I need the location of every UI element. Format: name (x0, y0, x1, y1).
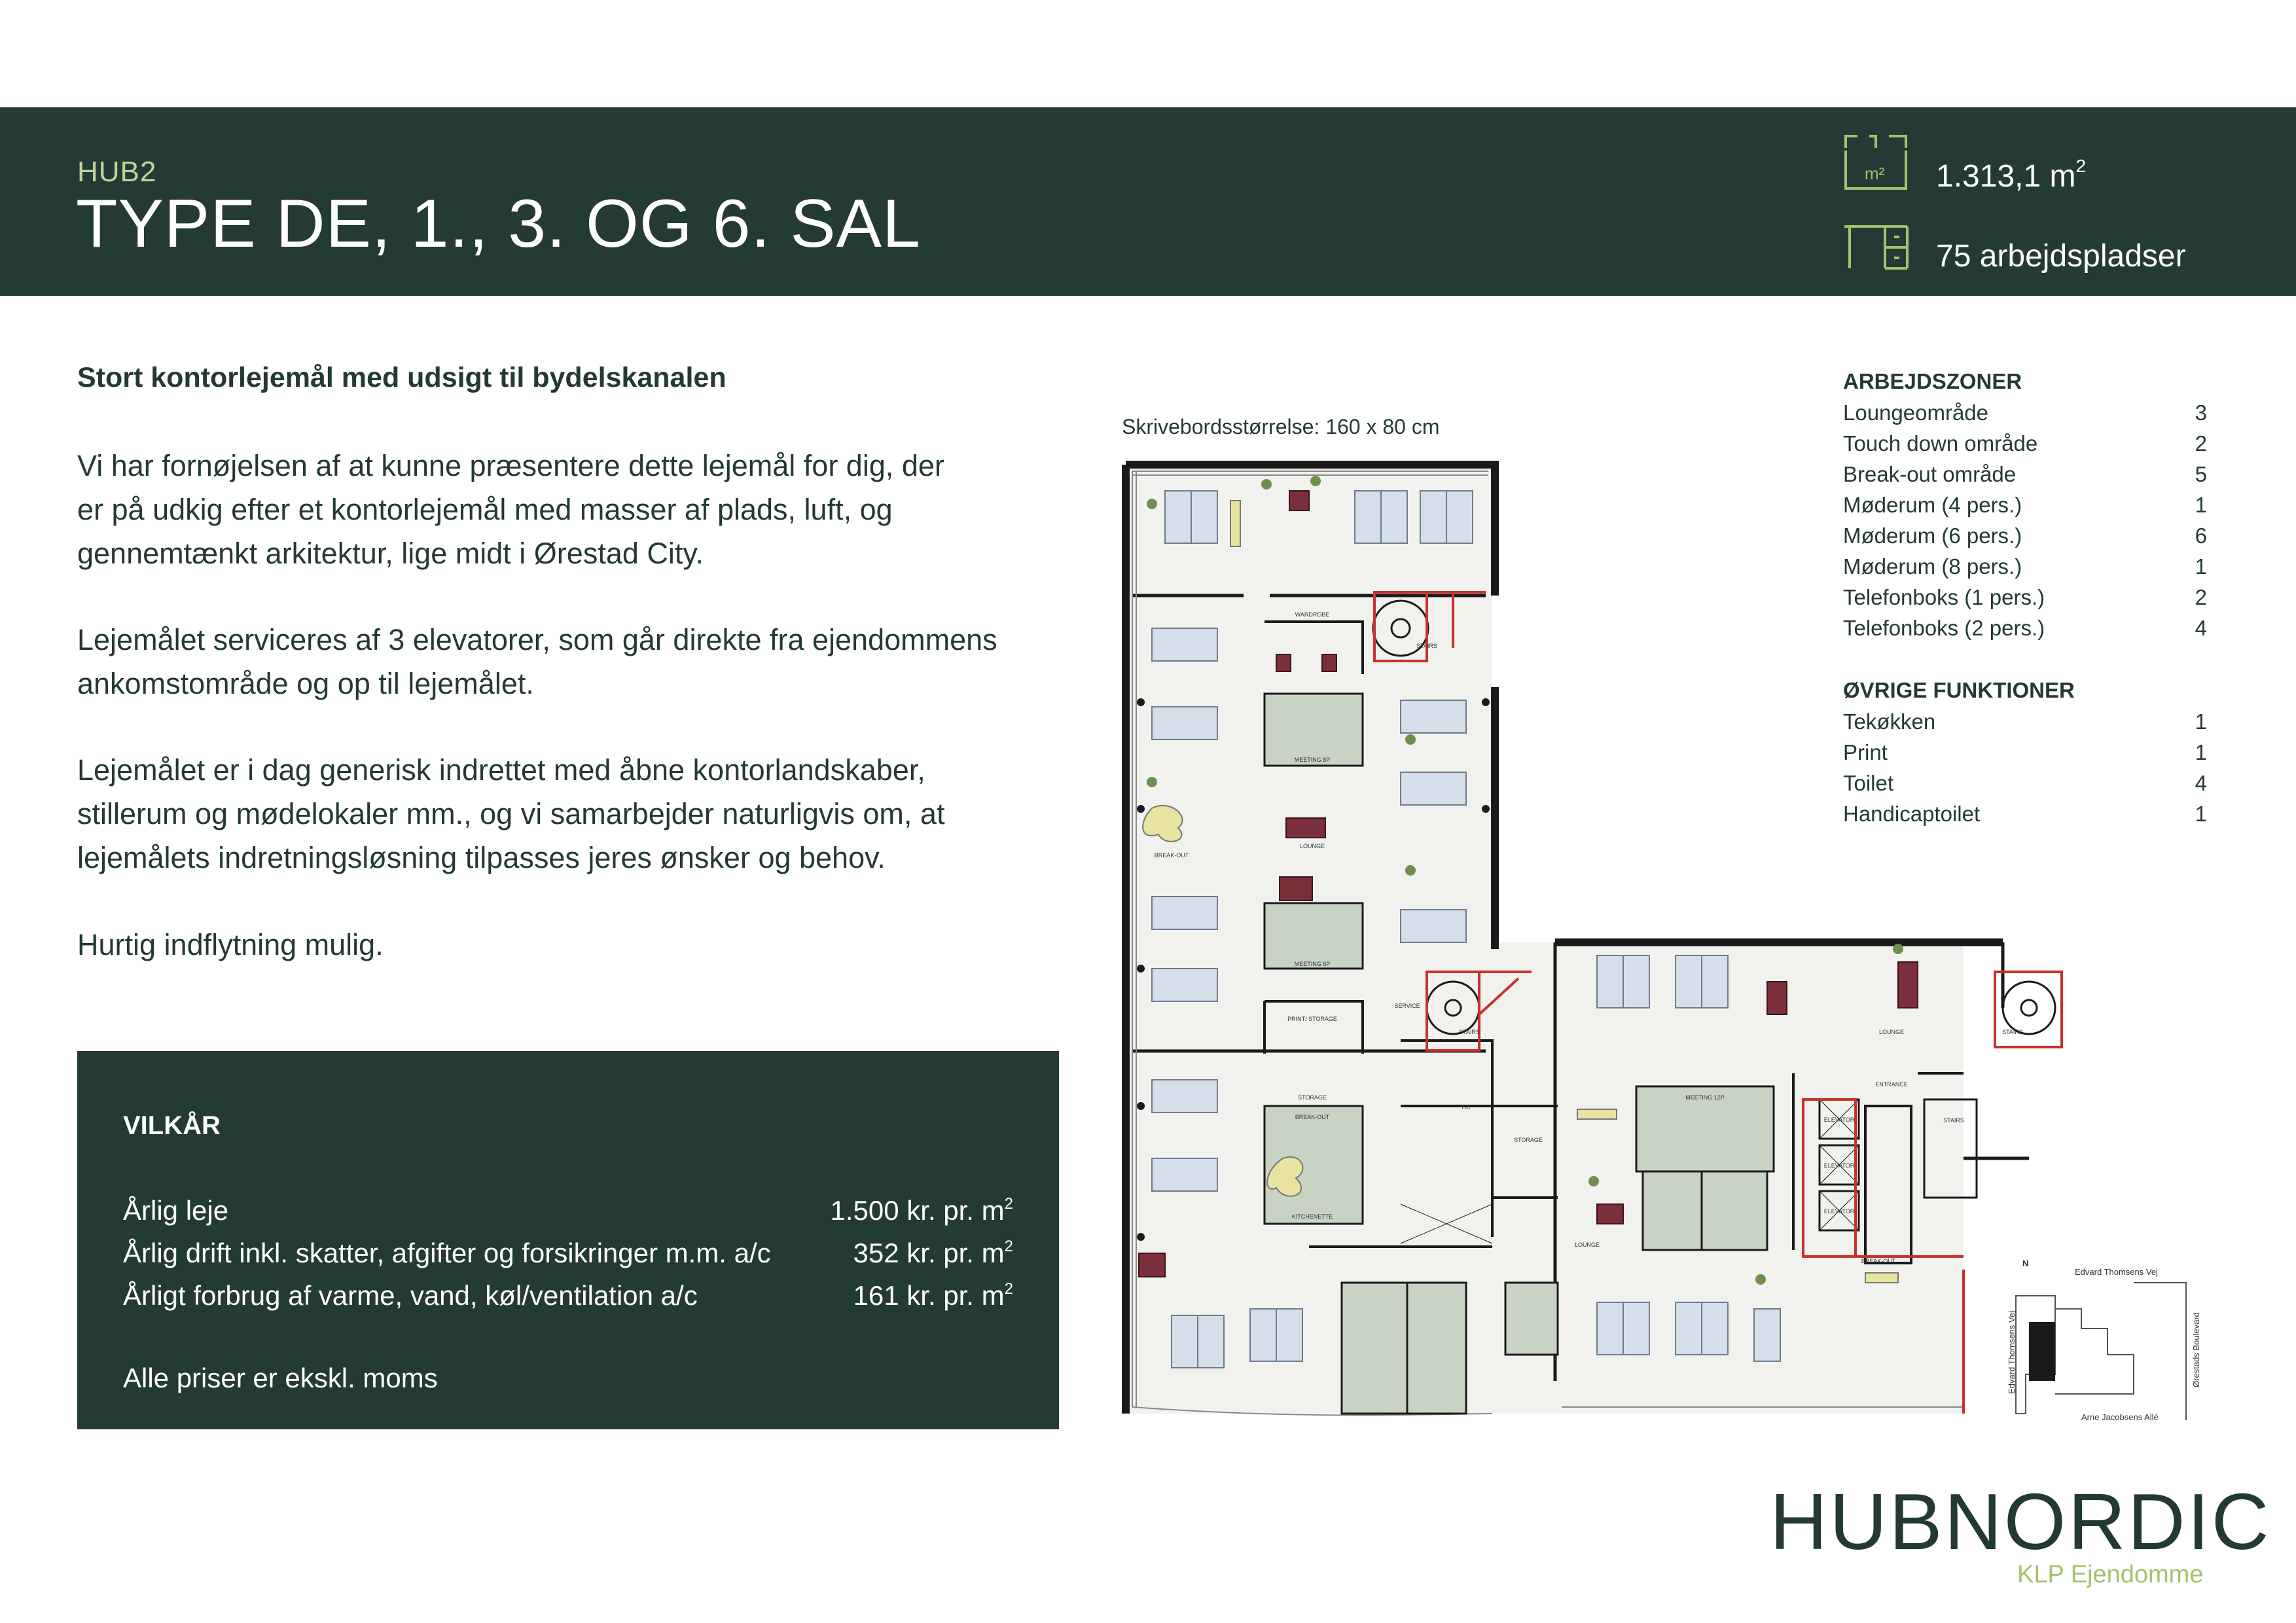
legend-item: Break-out område 5 (1843, 462, 2207, 486)
map-street-1: Edvard Thomsens Vej (2075, 1267, 2158, 1277)
label-print-storage: PRINT/ STORAGE (1287, 1016, 1337, 1022)
zones-title: ARBEJDSZONER (1843, 369, 2022, 393)
intro-heading: Stort kontorlejemål med udsigt til bydelskanalen (77, 362, 726, 393)
label-meeting-6p: MEETING 6P (1294, 961, 1331, 967)
label-service: SERVICE (1394, 1003, 1420, 1009)
other-title: ØVRIGE FUNKTIONER (1843, 678, 2075, 702)
legend-item: Telefonboks (1 pers.) 2 (1843, 585, 2207, 609)
workstation-icon (1843, 225, 1909, 270)
area-stat (1936, 158, 2086, 194)
logo: HUBNORDIC (1770, 1477, 2271, 1566)
area-icon-label: m² (1864, 164, 1885, 183)
legend-item: Handicaptoilet 1 (1843, 802, 2207, 826)
label-meeting-8p: MEETING 8P (1294, 757, 1331, 763)
conditions-value: 352 kr. pr. $m^2$ (853, 1238, 1013, 1268)
conditions-label: Årlig leje (123, 1195, 229, 1226)
label-breakout-3: BREAK-OUT (1861, 1258, 1896, 1264)
conditions-label: Årlig drift inkl. skatter, afgifter og forsikringer m.m. a/c (123, 1238, 771, 1268)
label-hc: HC (1462, 1104, 1471, 1111)
label-meeting-12p: MEETING 12P (1685, 1094, 1725, 1101)
intro-paragraph-2: Lejemålet serviceres af 3 elevatorer, som går direkte fra ejendommens ankomstområde og op til lejemålet. (77, 623, 997, 700)
map-street-3: Ørestads Boulevard (2191, 1312, 2201, 1387)
workspaces-stat: 75 arbejdspladser (1936, 239, 2186, 274)
label-stairs-2: STAIRS (1459, 1029, 1480, 1035)
label-storage-2: STORAGE (1514, 1137, 1543, 1143)
label-breakout-2: BREAK-OUT (1295, 1114, 1330, 1120)
legend-item: Toilet 4 (1843, 771, 2207, 795)
label-stairs: STAIRS (1416, 643, 1437, 649)
legend-item: Tekøkken 1 (1843, 709, 2207, 734)
page-title: TYPE DE, 1., 3. OG 6. SAL (76, 186, 921, 262)
legend-item: Møderum (4 pers.) 1 (1843, 493, 2207, 517)
label-elevator-1: ELEVATOR (1823, 1116, 1855, 1123)
conditions-value: 161 kr. pr. $m^2$ (853, 1280, 1013, 1311)
label-lounge-3: LOUNGE (1574, 1241, 1600, 1248)
conditions-value: 1.500 kr. pr. $m^2$ (830, 1195, 1013, 1226)
legend-item: Print 1 (1843, 740, 2207, 764)
intro-paragraph-1: Vi har fornøjelsen af at kunne præsentere dette lejemål for dig, der er på udkig efter et kontorlejemål med masser af plads, luft, og gennemtænkt arkitektur, lige midt i Ørestad City. (77, 449, 944, 570)
desk-size-label: Skrivebordsstørrelse: 160 x 80 cm (1122, 415, 1440, 438)
label-elevator-2: ELEVATOR (1823, 1162, 1855, 1169)
map-north: N (2022, 1258, 2029, 1268)
site-map-building (2029, 1322, 2055, 1381)
label-stairs-3: STAIRS (2002, 1029, 2023, 1035)
project-label: HUB2 (77, 156, 157, 188)
legend-item: Loungeområde 3 (1843, 401, 2207, 425)
area-icon (1843, 134, 1909, 191)
legend-item: Telefonboks (2 pers.) 4 (1843, 616, 2207, 640)
label-breakout: BREAK-OUT (1154, 852, 1189, 859)
label-lounge: LOUNGE (1299, 843, 1325, 849)
label-elevator-3: ELEVATOR (1823, 1208, 1855, 1215)
area-unit: 2 (2075, 156, 2087, 176)
intro-paragraph-3: Lejemålet er i dag generisk indrettet med åbne kontorlandskaber, stillerum og mødelokaler mm., og vi samarbejder naturligvis om, at lejemålets indretningsløsning tilpasses jeres ønsker og behov. (77, 753, 945, 874)
area-value: 1.313,1 m (1936, 159, 2076, 194)
conditions-label: Årligt forbrug af varme, vand, køl/ventilation a/c (123, 1280, 698, 1311)
legend-item: Møderum (8 pers.) 1 (1843, 554, 2207, 579)
label-entrance: ENTRANCE (1875, 1081, 1908, 1088)
label-wardrobe: WARDROBE (1295, 611, 1330, 618)
map-street-4: Arne Jacobsens Allé (2081, 1412, 2159, 1422)
intro-paragraph-4: Hurtig indflytning mulig. (77, 928, 384, 961)
conditions-box (77, 1051, 1059, 1429)
label-storage: STORAGE (1298, 1094, 1327, 1101)
label-stairs-4: STAIRS (1943, 1117, 1964, 1124)
legend-item: Møderum (6 pers.) 6 (1843, 524, 2207, 548)
conditions-note: Alle priser er ekskl. moms (123, 1363, 438, 1393)
map-street-2: Edvard Thomsens Vej (2007, 1311, 2017, 1394)
label-lounge-2: LOUNGE (1878, 1029, 1905, 1035)
label-kitchenette: KITCHENETTE (1291, 1213, 1333, 1220)
legend-item: Touch down område 2 (1843, 431, 2207, 455)
logo-subtitle: KLP Ejendomme (2017, 1561, 2204, 1588)
conditions-title: VILKÅR (123, 1111, 221, 1140)
